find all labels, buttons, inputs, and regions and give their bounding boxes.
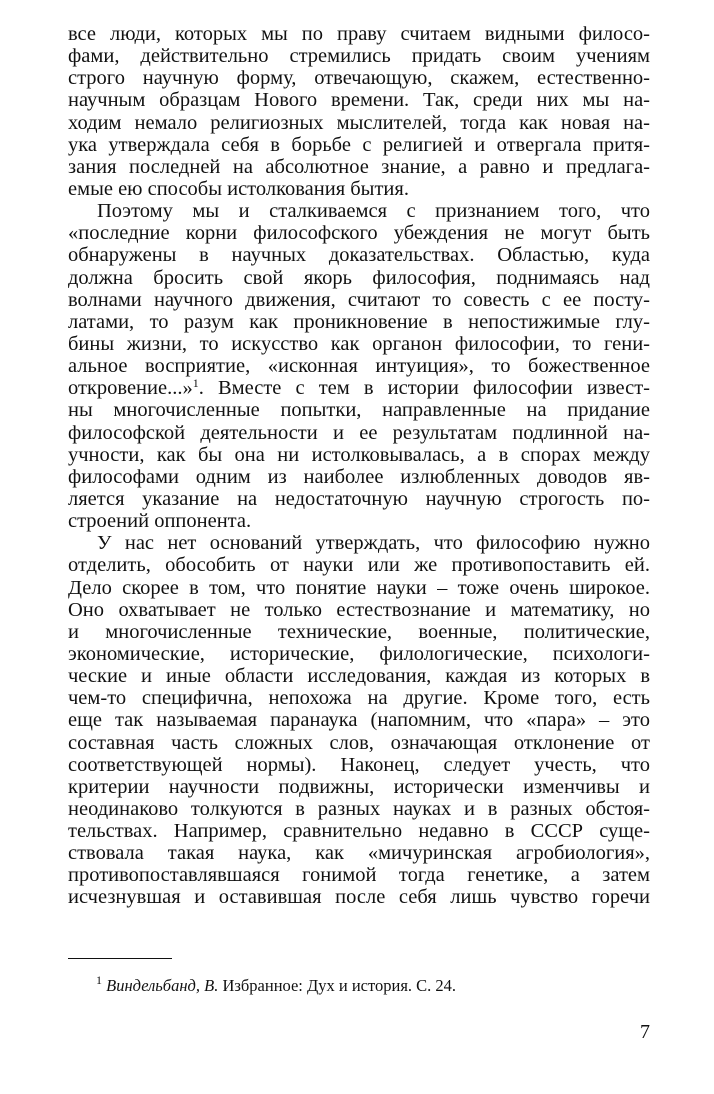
text-line: должна бросить свой якорь философия, поднимаясь над bbox=[68, 266, 650, 289]
text-line: «последние корни философского убеждения не могут быть bbox=[68, 222, 650, 245]
text-segment: . Вместе с тем в истории философии извест- bbox=[198, 377, 650, 400]
text-line: отделить, обособить от науки или же противопоставить ей. bbox=[68, 554, 650, 577]
text-line: У нас нет оснований утверждать, что философию нужно bbox=[97, 532, 650, 555]
text-line: ны многочисленные попытки, направленные на придание bbox=[68, 399, 650, 422]
body-text bbox=[68, 23, 650, 909]
text-line: противопоставлявшаяся гонимой тогда генетике, а затем bbox=[68, 864, 650, 887]
text-line: научным образцам Нового времени. Так, среди них мы на- bbox=[68, 89, 650, 112]
text-line: экономические, исторические, филологические, психологи- bbox=[68, 642, 650, 665]
footnote bbox=[96, 975, 650, 997]
footnote-marker: 1 bbox=[96, 973, 102, 987]
text-line: латами, то разум как проникновение в непостижимые глу- bbox=[68, 310, 650, 333]
text-line: ляется указание на недостаточную научную строгость по- bbox=[68, 487, 650, 510]
text-line: философской деятельности и ее результатам подлинной на- bbox=[68, 421, 650, 444]
text-line-with-footnote-ref bbox=[68, 377, 650, 399]
text-line: Дело скорее в том, что понятие науки – тоже очень широкое. bbox=[68, 576, 650, 599]
footnote-citation: Избранное: Дух и история. С. 24. bbox=[222, 976, 457, 995]
text-line: бины жизни, то искусство как органон философии, то гени- bbox=[68, 332, 650, 355]
text-line: ука утверждала себя в борьбе с религией и отвергала притя- bbox=[68, 133, 650, 156]
text-line: чем-то специфична, непохожа на другие. Кроме того, есть bbox=[68, 687, 650, 710]
text-line: и многочисленные технические, военные, политические, bbox=[68, 620, 650, 643]
footnote-author: Виндельбанд, В. bbox=[106, 976, 219, 995]
text-line: ходим немало религиозных мыслителей, тогда как новая на- bbox=[68, 111, 650, 134]
text-line: ческие и иные области исследования, каждая из которых в bbox=[68, 665, 650, 688]
footnote-divider bbox=[68, 958, 172, 959]
text-line: учности, как бы она ни истолковывалась, а в спорах между bbox=[68, 443, 650, 466]
text-line: альное восприятие, «исконная интуиция», то божественное bbox=[68, 355, 650, 378]
text-line: тельствах. Например, сравнительно недавно в СССР суще- bbox=[68, 820, 650, 843]
text-line: строго научную форму, отвечающую, скажем, естественно- bbox=[68, 67, 650, 90]
text-line: строений оппонента. bbox=[68, 510, 252, 533]
text-line: критерии научности подвижны, исторически изменчивы и bbox=[68, 775, 650, 798]
text-line: волнами научного движения, считают то совесть с ее посту- bbox=[68, 288, 650, 311]
text-line: емые ею способы истолкования бытия. bbox=[68, 177, 409, 200]
text-line: Поэтому мы и сталкиваемся с признанием того, что bbox=[97, 200, 650, 223]
text-line: еще так называемая паранаука (напомним, что «пара» – это bbox=[68, 709, 650, 732]
text-line: исчезнувшая и оставившая после себя лишь чувство горечи bbox=[68, 886, 650, 909]
text-line: ствовала такая наука, как «мичуринская агробиология», bbox=[68, 842, 650, 865]
footnote-reference[interactable]: 1 bbox=[192, 376, 199, 391]
text-line: соответствующей нормы). Наконец, следует учесть, что bbox=[68, 753, 650, 776]
text-line: зания последней на абсолютное знание, а равно и предлага- bbox=[68, 155, 650, 178]
text-line: все люди, которых мы по праву считаем видными филосо- bbox=[68, 23, 650, 45]
text-segment: откровение...» bbox=[68, 377, 193, 400]
page-number: 7 bbox=[640, 1021, 650, 1043]
text-line: философами одним из наиболее излюбленных доводов яв- bbox=[68, 465, 650, 488]
text-line: фами, действительно стремились придать своим учениям bbox=[68, 45, 650, 68]
text-line: составная часть сложных слов, означающая отклонение от bbox=[68, 731, 650, 754]
text-line: обнаружены в научных доказательствах. Областью, куда bbox=[68, 244, 650, 267]
book-page bbox=[68, 0, 650, 1094]
text-line: неодинаково толкуются в разных науках и в разных обстоя- bbox=[68, 797, 650, 820]
text-line: Оно охватывает не только естествознание и математику, но bbox=[68, 598, 650, 621]
